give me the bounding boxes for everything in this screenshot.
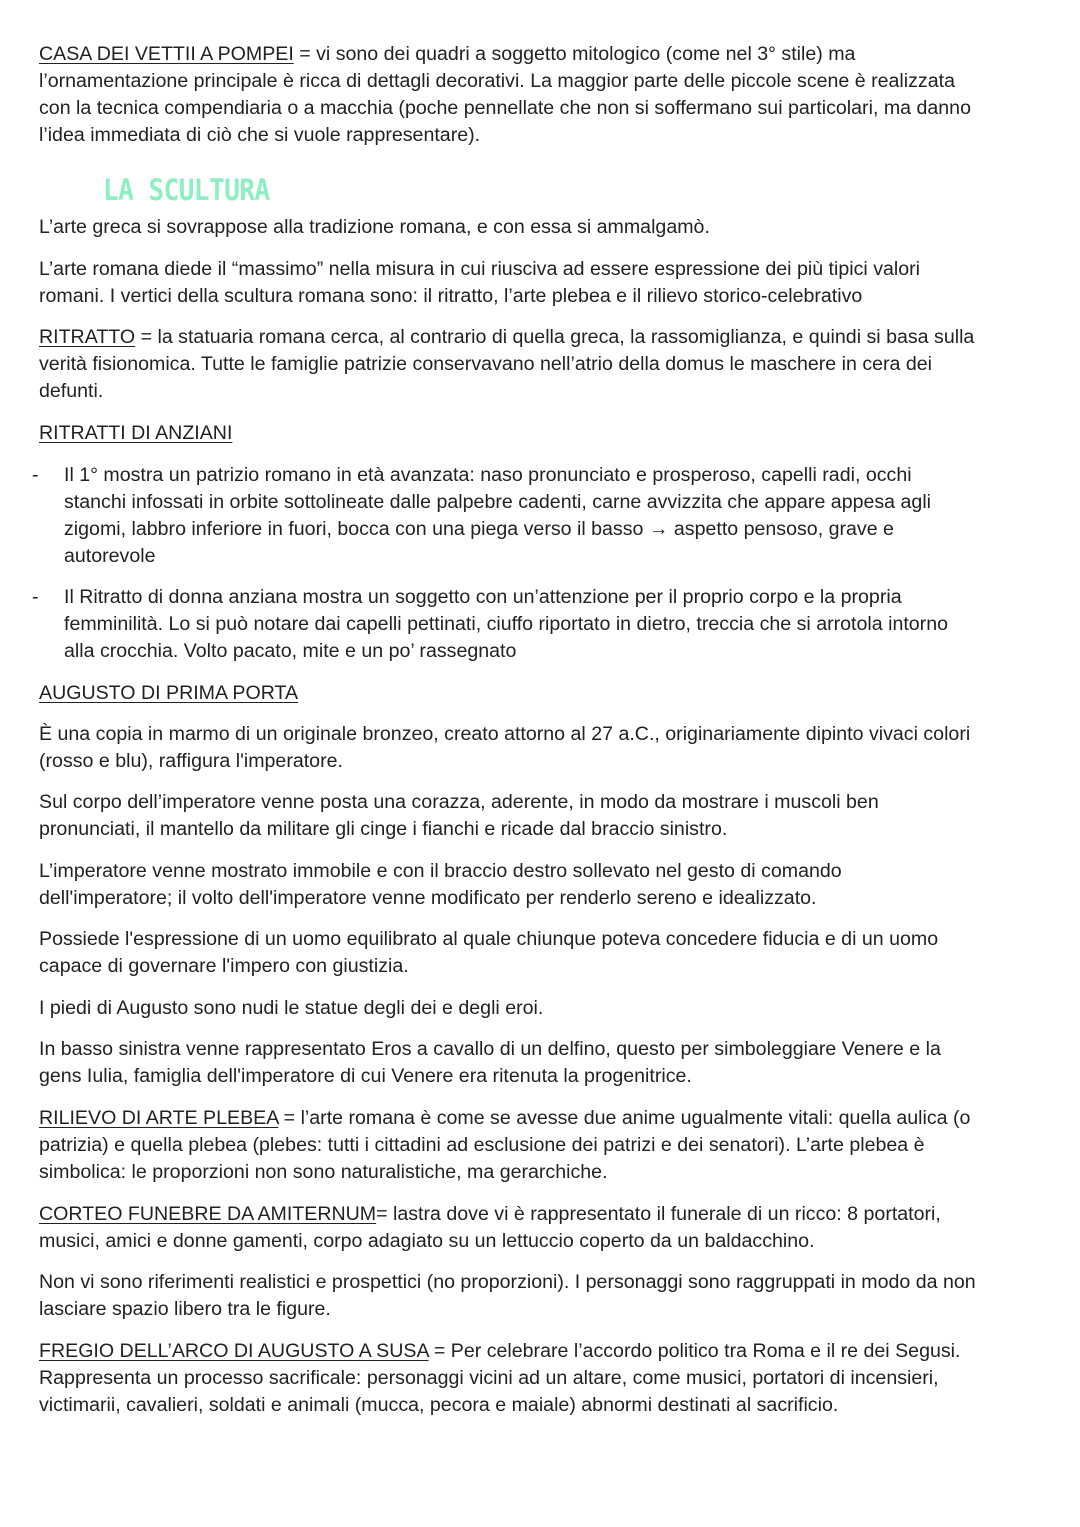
corteo-title: CORTEO FUNEBRE DA AMITERNUM	[39, 1203, 377, 1225]
text-line: (rosso e blu), raffigura l'imperatore.	[39, 750, 343, 772]
ritratto-paragraph	[39, 324, 974, 405]
text-line: È una copia in marmo di un originale bronzeo, creato attorno al 27 a.C., originariamente dipinto vivaci colori	[39, 723, 971, 745]
augusto-paragraph-1	[39, 721, 970, 775]
text-line: capace di governare l'impero con giustizia.	[39, 955, 409, 977]
text-line: patrizia) e quella plebea (plebes: tutti i cittadini ad esclusione dei patrizi e dei senatori). L’arte plebea è	[39, 1134, 925, 1156]
text-line: Possiede l'espressione di un uomo equilibrato al quale chiunque poteva concedere fiducia e di un uomo	[39, 928, 939, 950]
text-line: l’idea immediata di ciò che si vuole rappresentare).	[39, 124, 481, 146]
intro-paragraph	[39, 256, 920, 310]
text-line: simbolica: le proporzioni non sono naturalistiche, ma gerarchiche.	[39, 1161, 608, 1183]
text-line: con la tecnica compendiaria o a macchia (poche pennellate che non si soffermano sui particolari, ma danno	[39, 97, 971, 119]
casa-vettii-paragraph	[39, 41, 971, 149]
text-line: zigomi, labbro inferiore in fuori, bocca con una piega verso il basso → aspetto pensoso, grave e	[64, 518, 894, 540]
corteo-paragraph	[39, 1201, 941, 1255]
augusto-paragraph-5: I piedi di Augusto sono nudi le statue degli dei e degli eroi.	[39, 997, 544, 1019]
corteo-paragraph-2	[39, 1269, 976, 1323]
text-line: defunti.	[39, 380, 104, 402]
anziani-bullet-1	[64, 462, 931, 570]
text-line: victimarii, cavalieri, soldati e animali (mucca, pecora e maiale) abnormi destinati al sacrificio.	[39, 1394, 839, 1416]
anziani-bullet-2	[64, 584, 948, 665]
text-line: romani. I vertici della scultura romana sono: il ritratto, l’arte plebea e il rilievo storico-celebrativo	[39, 285, 863, 307]
text-line: = lastra dove vi è rappresentato il funerale di un ricco: 8 portatori,	[376, 1203, 941, 1225]
text-line: Rappresenta un processo sacrificale: personaggi vicini ad un altare, come musici, portatori di incensieri,	[39, 1367, 939, 1389]
bullet-dash: -	[32, 464, 39, 486]
text-line: = l’arte romana è come se avesse due anime ugualmente vitali: quella aulica (o	[278, 1107, 971, 1129]
text-line: Il Ritratto di donna anziana mostra un soggetto con un’attenzione per il proprio corpo e la propria	[64, 586, 902, 608]
text-line: dell'imperatore; il volto dell'imperatore venne modificato per renderlo sereno e idealizzato.	[39, 887, 817, 909]
text-line: Il 1° mostra un patrizio romano in età avanzata: naso pronunciato e prosperoso, capelli radi, occhi	[64, 464, 912, 486]
text-line: l’ornamentazione principale è ricca di dettagli decorativi. La maggior parte delle piccole scene è realizzata	[39, 70, 955, 92]
text-line: = vi sono dei quadri a soggetto mitologico (come nel 3° stile) ma	[293, 43, 856, 65]
casa-vettii-title: CASA DEI VETTII A POMPEI	[39, 43, 294, 65]
text-line: L’arte romana diede il “massimo” nella misura in cui riusciva ad essere espressione dei più tipici valori	[39, 258, 921, 280]
text-line: musici, amici e donne gamenti, corpo adagiato su un lettuccio coperto da un baldacchino.	[39, 1230, 815, 1252]
text-line: stanchi infossati in orbite sottolineate dalle palpebre cadenti, carne avvizzita che appare appesa agli	[64, 491, 932, 513]
augusto-paragraph-2	[39, 789, 879, 843]
text-line: Non vi sono riferimenti realistici e prospettici (no proporzioni). I personaggi sono raggruppati in modo da non	[39, 1271, 976, 1293]
rilievo-title: RILIEVO DI ARTE PLEBEA	[39, 1107, 279, 1129]
text-line: gens Iulia, famiglia dell'imperatore di cui Venere era ritenuta la progenitrice.	[39, 1065, 692, 1087]
text-line: femminilità. Lo si può notare dai capelli pettinati, ciuffo riportato in dietro, treccia che si arrotola intorno	[64, 613, 948, 635]
text-line: = Per celebrare l’accordo politico tra Roma e il re dei Segusi.	[428, 1340, 961, 1362]
fregio-title: FREGIO DELL’ARCO DI AUGUSTO A SUSA	[39, 1340, 429, 1362]
text-line: pronunciati, il mantello da militare gli cinge i fianchi e ricade dal braccio sinistro.	[39, 818, 728, 840]
text-line: In basso sinistra venne rappresentato Eros a cavallo di un delfino, questo per simboleggiare Venere e la	[39, 1038, 941, 1060]
augusto-paragraph-4	[39, 926, 938, 980]
text-line: lasciare spazio libero tra le figure.	[39, 1298, 331, 1320]
rilievo-paragraph	[39, 1105, 970, 1186]
text-line: L’imperatore venne mostrato immobile e con il braccio destro sollevato nel gesto di comando	[39, 860, 842, 882]
intro-line: L’arte greca si sovrappose alla tradizione romana, e con essa si ammalgamò.	[39, 216, 710, 238]
text-line: Sul corpo dell’imperatore venne posta una corazza, aderente, in modo da mostrare i muscoli ben	[39, 791, 879, 813]
ritratto-title: RITRATTO	[39, 326, 136, 348]
text-line: autorevole	[64, 545, 156, 567]
anziani-title: RITRATTI DI ANZIANI	[39, 422, 233, 444]
fregio-paragraph	[39, 1338, 960, 1419]
text-line: = la statuaria romana cerca, al contrario di quella greca, la rassomiglianza, e quindi si basa sulla	[135, 326, 975, 348]
augusto-paragraph-3	[39, 858, 842, 912]
text-line: alla crocchia. Volto pacato, mite e un po’ rassegnato	[64, 640, 517, 662]
augusto-title: AUGUSTO DI PRIMA PORTA	[39, 682, 299, 704]
section-heading: LA SCULTURA	[103, 174, 270, 208]
text-line: verità fisionomica. Tutte le famiglie patrizie conservavano nell’atrio della domus le maschere in cera dei	[39, 353, 933, 375]
bullet-dash: -	[32, 586, 39, 608]
augusto-paragraph-6	[39, 1036, 941, 1090]
